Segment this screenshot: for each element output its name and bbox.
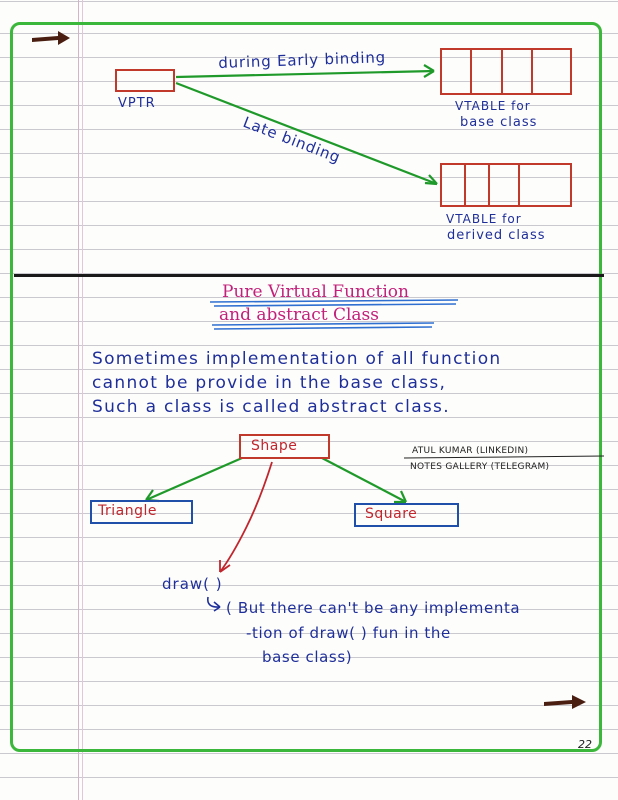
triangle-label: Triangle	[98, 503, 157, 519]
note-line1: ( But there can't be any implementa	[226, 599, 521, 617]
shape-label: Shape	[251, 438, 298, 454]
shape-to-square-arrow	[322, 458, 406, 502]
credit-line1: ATUL KUMAR (LINKEDIN)	[412, 446, 529, 456]
square-label: Square	[365, 506, 418, 522]
vtable-derived-label-line2: derived class	[447, 228, 546, 243]
credit-line2: NOTES GALLERY (TELEGRAM)	[410, 462, 550, 472]
page-number: 22	[578, 738, 592, 751]
definition-line2: cannot be provide in the base class,	[92, 373, 447, 393]
prev-arrow-icon	[32, 31, 70, 45]
vptr-label: VPTR	[118, 96, 156, 111]
note-line3: base class)	[262, 648, 353, 666]
draw-label: draw( )	[162, 575, 223, 593]
note-line2: -tion of draw( ) fun in the	[246, 624, 451, 642]
vtable-base-label-line2: base class	[460, 115, 538, 130]
note-arrow	[208, 597, 220, 611]
section-heading-line2: and abstract Class	[219, 305, 379, 325]
late-binding-label: Late binding	[240, 113, 344, 167]
late-binding-arrow	[176, 83, 437, 184]
section-heading-line1: Pure Virtual Function	[222, 282, 409, 302]
next-arrow-icon	[544, 695, 586, 709]
vtable-base-box	[440, 48, 572, 95]
credit-underline	[404, 456, 604, 458]
shape-to-triangle-arrow	[146, 458, 242, 501]
vtable-derived-label-line1: VTABLE for	[446, 212, 522, 226]
vptr-box	[115, 69, 175, 92]
shape-to-draw-arrow	[220, 462, 272, 572]
vtable-base-label-line1: VTABLE for	[455, 99, 531, 113]
definition-line1: Sometimes implementation of all function	[92, 349, 502, 369]
vtable-derived-box	[440, 163, 572, 207]
definition-line3: Such a class is called abstract class.	[92, 397, 450, 417]
early-binding-label: during Early binding	[218, 48, 387, 72]
